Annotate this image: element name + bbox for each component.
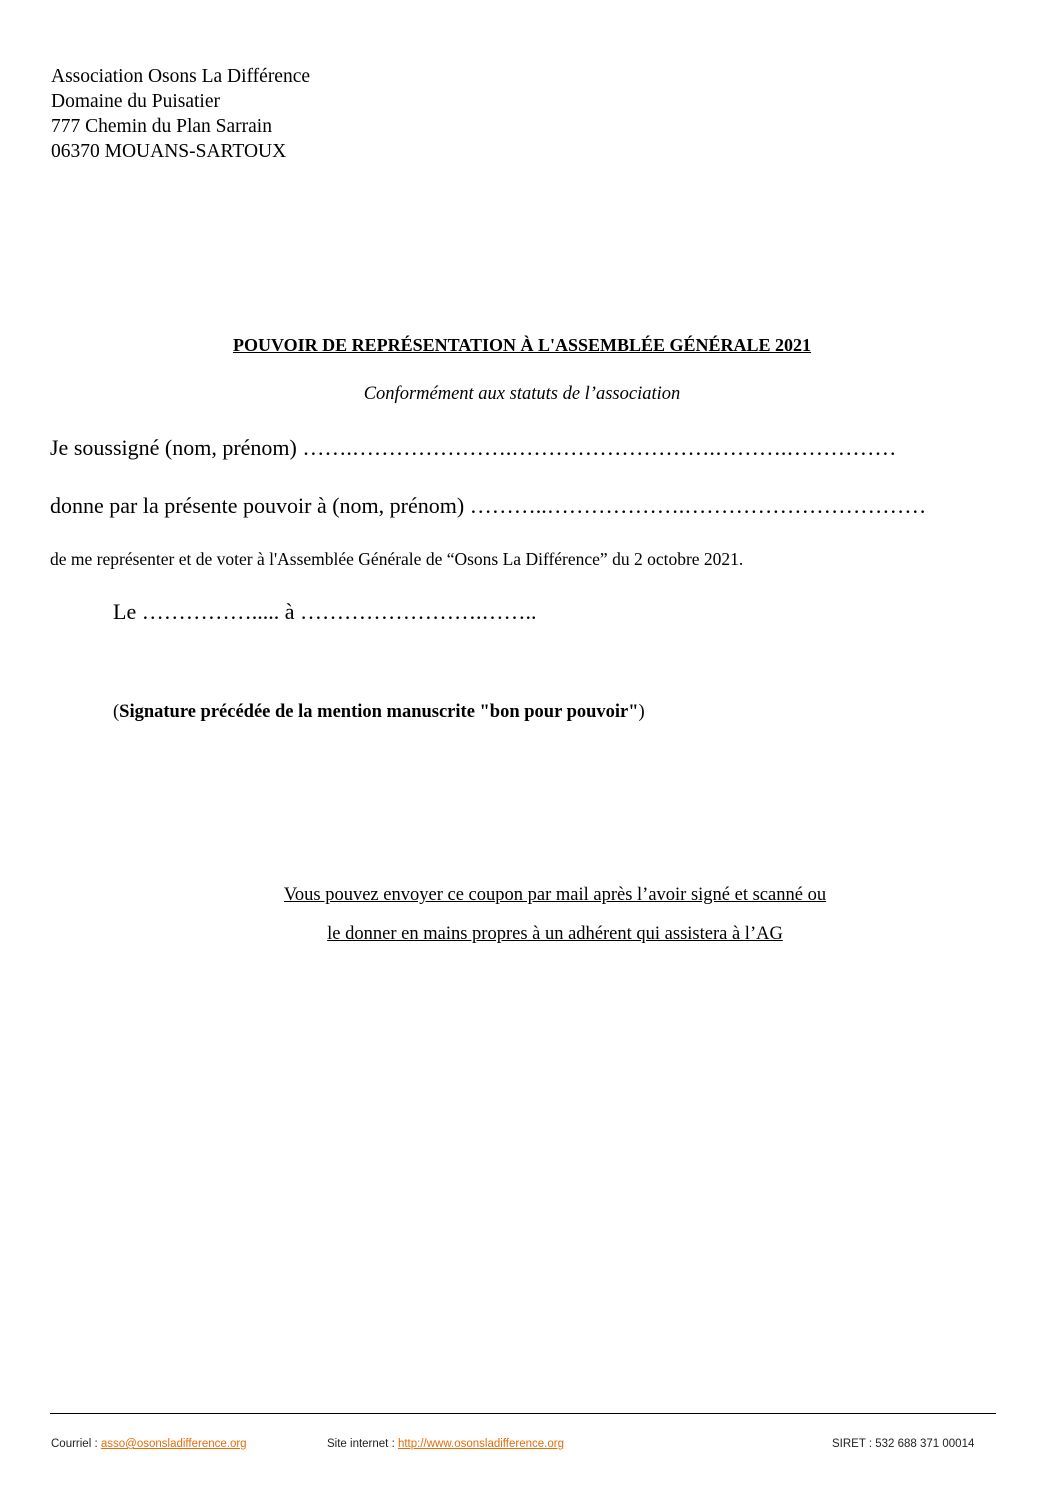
signature-label: Signature précédée de la mention manuscrite "bon pour pouvoir" [119,702,639,722]
place-date-line[interactable]: Le ……………..... à …………………….…….. [113,599,537,624]
proxy-label: donne par la présente pouvoir à (nom, prénom) [50,493,465,518]
footer-site-link[interactable]: http://www.osonsladifference.org [397,1438,564,1450]
proxy-statement: de me représenter et de voter à l'Assemblée Générale de “Osons La Différence” du 2 octobre 2021. [50,549,744,569]
footer-email-label: Courriel : [51,1438,98,1450]
document-subtitle: Conformément aux statuts de l’association [363,384,681,404]
sender-street-2: 777 Chemin du Plan Sarrain [51,116,272,137]
proxy-blank[interactable]: ………..……………….…………………………… [469,493,927,518]
undersigned-label: Je soussigné (nom, prénom) [50,435,297,460]
instruction-line-1: Vous pouvez envoyer ce coupon par mail après l’avoir signé et scanné ou [283,885,827,905]
signature-open-paren: ( [113,702,120,722]
footer-website [327,1438,564,1450]
undersigned-blank[interactable]: …….………………….……………………….……….…………… [302,435,897,460]
sender-name: Association Osons La Différence [51,66,311,87]
footer-siret: SIRET : 532 688 371 00014 [832,1438,975,1450]
footer-email [51,1438,247,1450]
footer-email-link[interactable]: asso@osonsladifference.org [100,1438,247,1450]
footer-divider [50,1413,996,1414]
footer-site-label: Site internet : [327,1438,395,1450]
sender-address [51,64,310,164]
sender-street-1: Domaine du Puisatier [51,91,220,112]
document-title: POUVOIR DE REPRÉSENTATION À L'ASSEMBLÉE GÉNÉRALE 2021 [232,335,812,355]
signature-instruction [113,702,645,723]
proxy-line [50,493,926,519]
signature-close-paren: ) [638,702,645,722]
sender-city: 06370 MOUANS-SARTOUX [51,141,287,162]
instruction-line-2: le donner en mains propres à un adhérent qui assistera à l’AG [327,924,783,944]
undersigned-line [50,435,896,461]
